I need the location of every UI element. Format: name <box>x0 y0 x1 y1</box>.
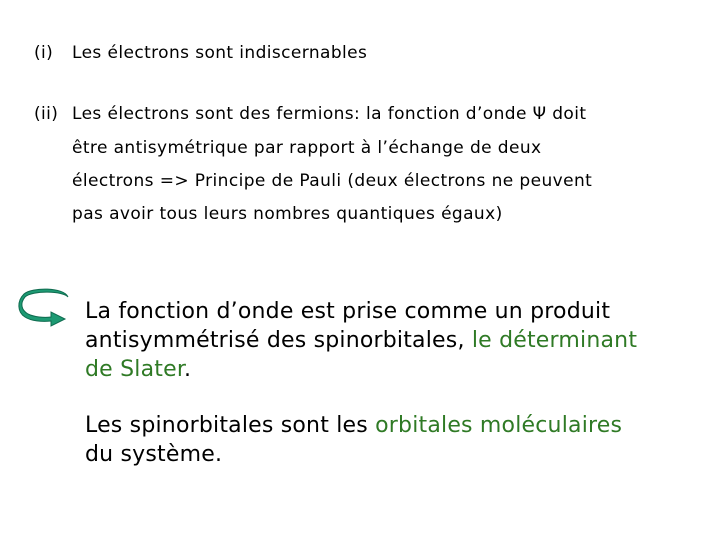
molecular-orbitals-highlight: orbitales moléculaires <box>375 413 623 438</box>
point-ii-line-4: pas avoir tous leurs nombres quantiques égaux) <box>72 204 503 224</box>
point-ii-marker: (ii) <box>34 104 59 124</box>
determinant-highlight: le déterminant <box>471 328 638 353</box>
slater-period: . <box>184 357 192 382</box>
point-ii-line-1: Les électrons sont des fermions: la fonction d’onde Ψ doit <box>72 104 587 124</box>
curved-arrow-svg <box>18 288 74 328</box>
point-ii-line-3: électrons => Principe de Pauli (deux électrons ne peuvent <box>72 171 593 191</box>
slater-line-3 <box>85 355 637 384</box>
point-i-marker: (i) <box>34 43 54 63</box>
point-i-text: Les électrons sont indiscernables <box>72 43 368 63</box>
spinorbitals-line-1 <box>85 411 622 440</box>
slater-line-2 <box>85 326 637 355</box>
slater-line-1: La fonction d’onde est prise comme un produit <box>85 299 611 324</box>
curved-arrow-icon <box>18 288 74 328</box>
slater-highlight: de Slater <box>85 357 185 382</box>
spinorbitals-paragraph <box>85 411 622 469</box>
spinorbitals-line-2: du système. <box>85 442 223 467</box>
point-ii-line-2: être antisymétrique par rapport à l’échange de deux <box>72 138 542 158</box>
spinorbitals-line-1-text: Les spinorbitales sont les <box>85 413 376 438</box>
slater-line-2-text: antisymmétrisé des spinorbitales, <box>85 328 472 353</box>
slater-paragraph <box>85 297 637 384</box>
